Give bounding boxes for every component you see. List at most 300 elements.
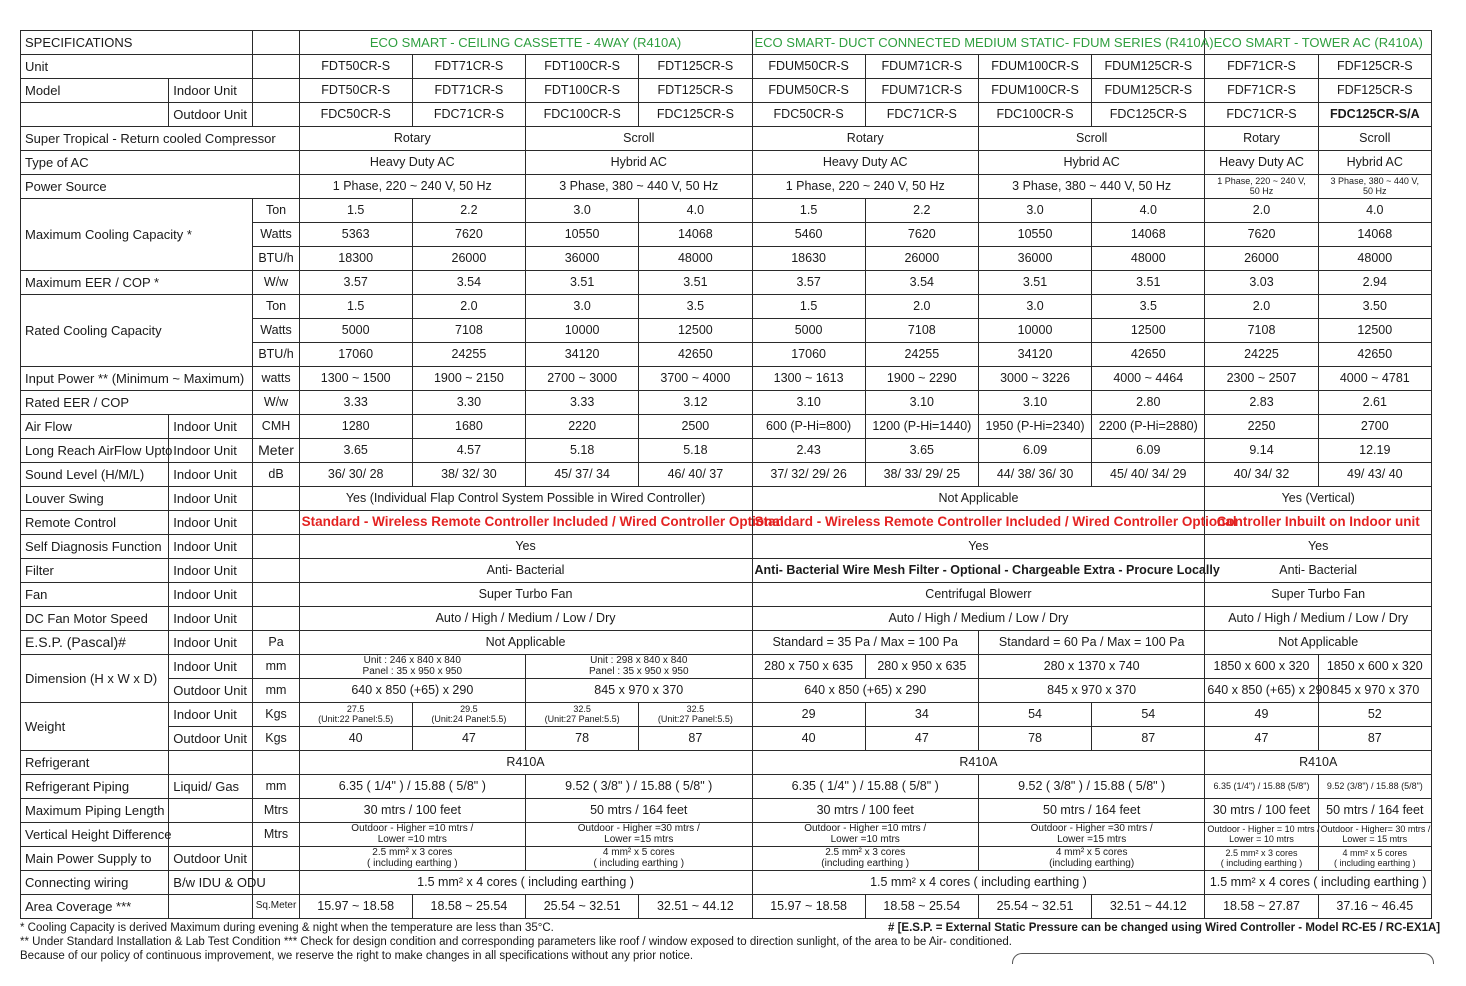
cell-rows-sound-6: 44/ 38/ 36/ 30 xyxy=(978,463,1091,487)
cell-labels-filter: Filter xyxy=(21,559,169,583)
cell-units-mtrs: Mtrs xyxy=(253,799,299,823)
cut-decoration xyxy=(1012,953,1434,964)
cell-text-r410a: R410A xyxy=(1205,751,1432,775)
cell-text-anti-bacterial: Anti- Bacterial xyxy=(1205,559,1432,583)
row-compressor xyxy=(21,127,1432,151)
cell-rows-weight-out-2: 78 xyxy=(526,727,639,751)
row-input xyxy=(21,367,1432,391)
cell-line-2: ( including earthing ) xyxy=(593,857,685,869)
empty-cell xyxy=(253,55,299,79)
cell-labels-ref-piping: Refrigerant Piping xyxy=(21,775,169,799)
cell-text-hybrid: Hybrid AC xyxy=(1318,151,1431,175)
cell-labels-refrigerant: Refrigerant xyxy=(21,751,169,775)
cell-rows-long-reach-4: 2.43 xyxy=(752,439,865,463)
cell-text-rotary: Rotary xyxy=(299,127,525,151)
cell-text-pipe-a: 6.35 ( 1/4" ) / 15.88 ( 5/8" ) xyxy=(752,775,978,799)
cell-rows-rated-btu-4: 17060 xyxy=(752,343,865,367)
cell-rows-rated-eer-2: 3.33 xyxy=(526,391,639,415)
row-fan xyxy=(21,583,1432,607)
row-dim-indoor xyxy=(21,655,1432,679)
cell-rows-max-ton-6: 3.0 xyxy=(978,199,1091,223)
cell-text-dim-out-a: 640 x 850 (+65) x 290 xyxy=(299,679,525,703)
cell-rows-rated-eer-0: 3.33 xyxy=(299,391,412,415)
cell-rows-rated-ton-5: 2.0 xyxy=(865,295,978,319)
cell-rows-max-eer-6: 3.51 xyxy=(978,271,1091,295)
cell-text-yes: Yes xyxy=(1205,535,1432,559)
cell-rows-sound-7: 45/ 40/ 34/ 29 xyxy=(1092,463,1205,487)
cell-text-super-turbo: Super Turbo Fan xyxy=(299,583,752,607)
cell-rows-weight-out-8: 47 xyxy=(1205,727,1318,751)
cell-text-louver-g1: Yes (Individual Flap Control System Possible in Wired Controller) xyxy=(299,487,752,511)
cell-text-dim-t: 1850 x 600 x 320 xyxy=(1205,655,1318,679)
cell-rows-area-8: 18.58 ~ 27.87 xyxy=(1205,895,1318,919)
cell-models-unit-9: FDF125CR-S xyxy=(1318,55,1431,79)
cell-text-mp-t1a xyxy=(1205,847,1318,871)
cell-units-watts: Watts xyxy=(253,223,299,247)
cell-rows-max-btu-9: 48000 xyxy=(1318,247,1431,271)
cell-text-mp-5a xyxy=(978,847,1204,871)
cell-rows-area-4: 15.97 ~ 18.58 xyxy=(752,895,865,919)
cell-models-indoor-7: FDUM125CR-S xyxy=(1092,79,1205,103)
cell-text-centrifugal: Centrifugal Blowerr xyxy=(752,583,1205,607)
cell-models-unit-7: FDUM125CR-S xyxy=(1092,55,1205,79)
cell-labels-model: Model xyxy=(21,79,169,103)
cell-text-not-applicable: Not Applicable xyxy=(299,631,752,655)
cell-line-2: Lower = 15 mtrs xyxy=(1342,833,1408,844)
cell-models-unit-8: FDF71CR-S xyxy=(1205,55,1318,79)
cell-line-1: 32.5 xyxy=(573,704,591,715)
cell-rows-input-power-7: 4000 ~ 4464 xyxy=(1092,367,1205,391)
cell-text-esp-a: Standard = 35 Pa / Max = 100 Pa xyxy=(752,631,978,655)
cell-rows-weight-out-7: 87 xyxy=(1092,727,1205,751)
cell-text-hybrid: Hybrid AC xyxy=(526,151,752,175)
cell-text-ps-1ph: 1 Phase, 220 ~ 240 V, 50 Hz xyxy=(752,175,978,199)
cell-rows-sound-0: 36/ 30/ 28 xyxy=(299,463,412,487)
cell-line-1: 27.5 xyxy=(346,704,365,715)
cell-text-louver-g3: Yes (Vertical) xyxy=(1205,487,1432,511)
cell-rows-weight-out-4: 40 xyxy=(752,727,865,751)
cell-text-remote-g2: Standard - Wireless Remote Controller Included / Wired Controller Optional xyxy=(752,511,1205,535)
cell-labels-indoor-unit: Indoor Unit xyxy=(169,607,253,631)
cell-text-rotary: Rotary xyxy=(1205,127,1318,151)
cell-text-pipe-t1: 6.35 (1/4") / 15.88 (5/8") xyxy=(1205,775,1318,799)
cell-headers-specifications: SPECIFICATIONS xyxy=(21,31,253,55)
cell-labels-louver: Louver Swing xyxy=(21,487,169,511)
cell-text-vh-10a xyxy=(299,823,525,847)
cell-line-2: Lower =10 mtrs xyxy=(830,833,900,845)
cell-rows-airflow-2: 2220 xyxy=(526,415,639,439)
cell-rows-sound-2: 45/ 37/ 34 xyxy=(526,463,639,487)
cell-rows-weight-in-rest-3: 54 xyxy=(1092,703,1205,727)
cell-rows-max-eer-7: 3.51 xyxy=(1092,271,1205,295)
cell-models-indoor-6: FDUM100CR-S xyxy=(978,79,1091,103)
cell-labels-indoor-unit: Indoor Unit xyxy=(169,487,253,511)
cell-labels-indoor-unit: Indoor Unit xyxy=(169,439,253,463)
cell-text-wiring: 1.5 mm² x 4 cores ( including earthing ) xyxy=(299,871,752,895)
cell-rows-max-watts-0: 5363 xyxy=(299,223,412,247)
cell-models-outdoor-9: FDC125CR-S/A xyxy=(1318,103,1431,127)
cell-rows-long-reach-0: 3.65 xyxy=(299,439,412,463)
cell-rows-airflow-8: 2250 xyxy=(1205,415,1318,439)
row-dc-fan xyxy=(21,607,1432,631)
cell-rows-max-ton-2: 3.0 xyxy=(526,199,639,223)
cell-labels-rated-cooling: Rated Cooling Capacity xyxy=(21,295,253,367)
cell-labels-bw-idu: B/w IDU & ODU xyxy=(169,871,253,895)
row-ref-piping xyxy=(21,775,1432,799)
cell-labels-power-source: Power Source xyxy=(21,175,300,199)
cell-units-btuh: BTU/h xyxy=(253,343,299,367)
cell-line-1: Outdoor - Higher =10 mtrs / xyxy=(804,823,927,834)
row-refrigerant xyxy=(21,751,1432,775)
cell-units-mm: mm xyxy=(253,775,299,799)
cell-labels-sound: Sound Level (H/M/L) xyxy=(21,463,169,487)
cell-rows-weight-out-5: 47 xyxy=(865,727,978,751)
cell-labels-outdoor-unit: Outdoor Unit xyxy=(169,847,253,871)
cell-rows-max-watts-9: 14068 xyxy=(1318,223,1431,247)
row-weight-outdoor xyxy=(21,727,1432,751)
cell-line-2: ( including earthing ) xyxy=(366,857,458,869)
cell-rows-max-ton-7: 4.0 xyxy=(1092,199,1205,223)
cell-labels-indoor-unit: Indoor Unit xyxy=(169,655,253,679)
cell-rows-area-5: 18.58 ~ 25.54 xyxy=(865,895,978,919)
cell-models-outdoor-5: FDC71CR-S xyxy=(865,103,978,127)
empty-cell xyxy=(253,79,299,103)
cell-units-ton: Ton xyxy=(253,295,299,319)
row-max-piping xyxy=(21,799,1432,823)
cell-line-1: 2.5 mm² x 3 cores xyxy=(825,847,906,858)
empty-cell xyxy=(253,607,299,631)
cell-labels-vert-height: Vertical Height Difference xyxy=(21,823,169,847)
cell-rows-rated-watts-2: 10000 xyxy=(526,319,639,343)
cell-units-kgs: Kgs xyxy=(253,703,299,727)
row-max-eer xyxy=(21,271,1432,295)
cell-rows-max-ton-9: 4.0 xyxy=(1318,199,1431,223)
cell-line-1: 4 mm² x 5 cores xyxy=(602,847,675,858)
row-rated-ton xyxy=(21,295,1432,319)
cell-text-heavy-duty: Heavy Duty AC xyxy=(752,151,978,175)
cell-text-pipe-a: 6.35 ( 1/4" ) / 15.88 ( 5/8" ) xyxy=(299,775,525,799)
cell-line-2: 50 Hz xyxy=(1249,185,1274,196)
cell-text-len-50: 50 mtrs / 164 feet xyxy=(1318,799,1431,823)
cell-rows-area-7: 32.51 ~ 44.12 xyxy=(1092,895,1205,919)
row-main-power xyxy=(21,847,1432,871)
cell-text-scroll: Scroll xyxy=(526,127,752,151)
cell-rows-weight-out-0: 40 xyxy=(299,727,412,751)
row-long-reach xyxy=(21,439,1432,463)
cell-units-mm: mm xyxy=(253,679,299,703)
cell-text-filter-g2: Anti- Bacterial Wire Mesh Filter - Optional - Chargeable Extra - Procure Locally xyxy=(752,559,1205,583)
cell-units-mm: mm xyxy=(253,655,299,679)
cell-rows-area-1: 18.58 ~ 25.54 xyxy=(412,895,525,919)
cell-rows-rated-ton-8: 2.0 xyxy=(1205,295,1318,319)
cell-line-2: Panel : 35 x 950 x 950 xyxy=(362,665,463,677)
cell-line-2: Panel : 35 x 950 x 950 xyxy=(588,665,689,677)
cell-rows-weight-out-3: 87 xyxy=(639,727,752,751)
cell-text-dim-out-b: 845 x 970 x 370 xyxy=(1318,679,1431,703)
cell-rows-long-reach-3: 5.18 xyxy=(639,439,752,463)
cell-rows-rated-ton-1: 2.0 xyxy=(412,295,525,319)
cell-rows-sound-3: 46/ 40/ 37 xyxy=(639,463,752,487)
cell-text-yes: Yes xyxy=(752,535,1205,559)
cell-line-1: Outdoor - Higher =30 mtrs / xyxy=(577,823,700,834)
cell-models-outdoor-4: FDC50CR-S xyxy=(752,103,865,127)
row-louver xyxy=(21,487,1432,511)
cell-rows-rated-ton-9: 3.50 xyxy=(1318,295,1431,319)
cell-models-indoor-1: FDT71CR-S xyxy=(412,79,525,103)
cell-line-2: Lower =10 mtrs xyxy=(377,833,447,845)
cell-rows-rated-watts-0: 5000 xyxy=(299,319,412,343)
cell-units-meter: Meter xyxy=(253,439,299,463)
cell-rows-max-btu-2: 36000 xyxy=(526,247,639,271)
cell-models-unit-3: FDT125CR-S xyxy=(639,55,752,79)
cell-rows-rated-watts-3: 12500 xyxy=(639,319,752,343)
cell-models-unit-4: FDUM50CR-S xyxy=(752,55,865,79)
cell-text-dim-d1: 280 x 750 x 635 xyxy=(752,655,865,679)
cell-units-sqmeter: Sq.Meter xyxy=(253,895,299,919)
cell-rows-rated-eer-1: 3.30 xyxy=(412,391,525,415)
cell-rows-max-eer-3: 3.51 xyxy=(639,271,752,295)
cell-rows-weight-out-6: 78 xyxy=(978,727,1091,751)
cell-text-vh-10a xyxy=(752,823,978,847)
cell-rows-sound-8: 40/ 34/ 32 xyxy=(1205,463,1318,487)
cell-models-unit-2: FDT100CR-S xyxy=(526,55,639,79)
cell-text-len-50: 50 mtrs / 164 feet xyxy=(978,799,1204,823)
cell-rows-input-power-1: 1900 ~ 2150 xyxy=(412,367,525,391)
cell-text-dim-out-a: 640 x 850 (+65) x 290 xyxy=(1205,679,1318,703)
cell-text-mp-3a xyxy=(752,847,978,871)
cell-units-ww: W/w xyxy=(253,271,299,295)
cell-text-wiring: 1.5 mm² x 4 cores ( including earthing ) xyxy=(1205,871,1432,895)
cell-rows-weight-in-top-3 xyxy=(639,703,752,727)
cell-rows-rated-btu-1: 24255 xyxy=(412,343,525,367)
footnote-esp: # [E.S.P. = External Static Pressure can be changed using Wired Controller - Model RC-E5 / RC-EX1A] xyxy=(888,922,1441,934)
cell-line-2: 50 Hz xyxy=(1363,185,1387,196)
cell-labels-input-power: Input Power ** (Minimum ~ Maximum) xyxy=(21,367,253,391)
cell-labels-indoor-unit: Indoor Unit xyxy=(169,631,253,655)
cell-rows-rated-ton-0: 1.5 xyxy=(299,295,412,319)
cell-rows-rated-ton-2: 3.0 xyxy=(526,295,639,319)
empty-cell xyxy=(253,103,299,127)
cell-rows-sound-1: 38/ 32/ 30 xyxy=(412,463,525,487)
cell-rows-rated-btu-2: 34120 xyxy=(526,343,639,367)
cell-labels-indoor-unit: Indoor Unit xyxy=(169,415,253,439)
cell-models-indoor-2: FDT100CR-S xyxy=(526,79,639,103)
cell-units-watts-lc: watts xyxy=(253,367,299,391)
cell-rows-weight-in-rest-1: 34 xyxy=(865,703,978,727)
cell-rows-rated-ton-7: 3.5 xyxy=(1092,295,1205,319)
cell-rows-weight-in-top-1 xyxy=(412,703,525,727)
cell-line-1: 4 mm² x 5 cores xyxy=(1342,848,1408,859)
cell-models-indoor-5: FDUM71CR-S xyxy=(865,79,978,103)
cell-labels-max-eer: Maximum EER / COP * xyxy=(21,271,253,295)
cell-models-indoor-0: FDT50CR-S xyxy=(299,79,412,103)
cell-rows-max-btu-4: 18630 xyxy=(752,247,865,271)
row-power xyxy=(21,175,1432,199)
cell-labels-remote: Remote Control xyxy=(21,511,169,535)
row-sound xyxy=(21,463,1432,487)
cell-rows-max-watts-3: 14068 xyxy=(639,223,752,247)
cell-rows-long-reach-1: 4.57 xyxy=(412,439,525,463)
cell-units-watts: Watts xyxy=(253,319,299,343)
cell-labels-conn-wiring: Connecting wiring xyxy=(21,871,169,895)
row-model-outdoor xyxy=(21,103,1432,127)
cell-text-ps-3ph: 3 Phase, 380 ~ 440 V, 50 Hz xyxy=(978,175,1204,199)
cell-models-indoor-3: FDT125CR-S xyxy=(639,79,752,103)
row-remote xyxy=(21,511,1432,535)
cell-models-outdoor-6: FDC100CR-S xyxy=(978,103,1091,127)
cell-rows-rated-watts-8: 7108 xyxy=(1205,319,1318,343)
row-wiring xyxy=(21,871,1432,895)
cell-rows-input-power-4: 1300 ~ 1613 xyxy=(752,367,865,391)
cell-units-db: dB xyxy=(253,463,299,487)
empty-cell xyxy=(21,103,169,127)
empty-cell xyxy=(169,823,253,847)
cell-rows-max-watts-6: 10550 xyxy=(978,223,1091,247)
cell-rows-rated-btu-3: 42650 xyxy=(639,343,752,367)
cell-models-unit-6: FDUM100CR-S xyxy=(978,55,1091,79)
cell-rows-rated-watts-4: 5000 xyxy=(752,319,865,343)
cell-rows-max-btu-8: 26000 xyxy=(1205,247,1318,271)
cell-text-scroll: Scroll xyxy=(1318,127,1431,151)
cell-rows-long-reach-5: 3.65 xyxy=(865,439,978,463)
cell-labels-esp: E.S.P. (Pascal)# xyxy=(21,631,169,655)
cell-line-1: Outdoor - Higher =10 mtrs / xyxy=(351,823,474,834)
row-weight-indoor xyxy=(21,703,1432,727)
cell-line-1: 1 Phase, 220 ~ 240 V, xyxy=(1217,176,1306,187)
cell-models-outdoor-3: FDC125CR-S xyxy=(639,103,752,127)
cell-rows-input-power-3: 3700 ~ 4000 xyxy=(639,367,752,391)
cell-labels-indoor-unit: Indoor Unit xyxy=(169,583,253,607)
cell-models-outdoor-1: FDC71CR-S xyxy=(412,103,525,127)
cell-rows-airflow-9: 2700 xyxy=(1318,415,1431,439)
cell-rows-long-reach-6: 6.09 xyxy=(978,439,1091,463)
cell-text-yes: Yes xyxy=(299,535,752,559)
cell-line-1: Unit : 246 x 840 x 840 xyxy=(363,655,461,666)
cell-text-dim-out-b: 845 x 970 x 370 xyxy=(526,679,752,703)
cell-units-cmh: CMH xyxy=(253,415,299,439)
row-area xyxy=(21,895,1432,919)
empty-cell xyxy=(253,583,299,607)
cell-line-1: 2.5 mm² x 3 cores xyxy=(1225,848,1298,859)
cell-labels-indoor-unit: Indoor Unit xyxy=(169,463,253,487)
cell-rows-rated-ton-3: 3.5 xyxy=(639,295,752,319)
cell-rows-airflow-3: 2500 xyxy=(639,415,752,439)
cell-rows-max-watts-5: 7620 xyxy=(865,223,978,247)
cell-rows-input-power-0: 1300 ~ 1500 xyxy=(299,367,412,391)
cell-units-kgs: Kgs xyxy=(253,727,299,751)
cell-labels-dc-fan: DC Fan Motor Speed xyxy=(21,607,169,631)
cell-line-2: (Unit:27 Panel:5.5) xyxy=(657,713,733,724)
cell-rows-max-ton-8: 2.0 xyxy=(1205,199,1318,223)
cell-headers-group2: ECO SMART- DUCT CONNECTED MEDIUM STATIC- FDUM SERIES (R410A) xyxy=(752,31,1205,55)
cell-rows-airflow-5: 1200 (P-Hi=1440) xyxy=(865,415,978,439)
cell-rows-max-watts-8: 7620 xyxy=(1205,223,1318,247)
cell-text-dim-d2: 280 x 950 x 635 xyxy=(865,655,978,679)
cell-rows-max-ton-0: 1.5 xyxy=(299,199,412,223)
cell-labels-rated-eer: Rated EER / COP xyxy=(21,391,253,415)
cell-text-len-50: 50 mtrs / 164 feet xyxy=(526,799,752,823)
cell-text-wiring: 1.5 mm² x 4 cores ( including earthing ) xyxy=(752,871,1205,895)
cell-labels-compressor: Super Tropical - Return cooled Compressor xyxy=(21,127,300,151)
cell-rows-sound-4: 37/ 32/ 29/ 26 xyxy=(752,463,865,487)
empty-cell xyxy=(253,511,299,535)
cell-units-ton: Ton xyxy=(253,199,299,223)
row-type xyxy=(21,151,1432,175)
cell-line-2: Lower =15 mtrs xyxy=(604,833,674,845)
cell-text-mp-3a xyxy=(299,847,525,871)
cell-text-len-30: 30 mtrs / 100 feet xyxy=(752,799,978,823)
cell-headers-group3: ECO SMART - TOWER AC (R410A) xyxy=(1205,31,1432,55)
cell-labels-airflow: Air Flow xyxy=(21,415,169,439)
cell-rows-rated-btu-5: 24255 xyxy=(865,343,978,367)
cell-rows-sound-9: 49/ 43/ 40 xyxy=(1318,463,1431,487)
cell-text-heavy-duty: Heavy Duty AC xyxy=(299,151,525,175)
cell-text-fan-speed: Auto / High / Medium / Low / Dry xyxy=(299,607,752,631)
footnote-installation: ** Under Standard Installation & Lab Test Condition *** Check for design condition and corresponding parameters like roof / window exposed to direction sunlight, of the area to be Air- conditioned. xyxy=(20,936,1012,948)
cell-text-dim-cas-a1 xyxy=(299,655,525,679)
cell-rows-max-eer-1: 3.54 xyxy=(412,271,525,295)
cell-models-outdoor-2: FDC100CR-S xyxy=(526,103,639,127)
cell-rows-max-eer-4: 3.57 xyxy=(752,271,865,295)
cell-line-2: ( including earthing ) xyxy=(1334,857,1416,868)
cell-text-ps-1ph: 1 Phase, 220 ~ 240 V, 50 Hz xyxy=(299,175,525,199)
cell-line-1: 32.5 xyxy=(686,704,705,715)
cell-units-pa: Pa xyxy=(253,631,299,655)
cell-text-louver-g2: Not Applicable xyxy=(752,487,1205,511)
cell-rows-max-btu-6: 36000 xyxy=(978,247,1091,271)
cell-models-unit-5: FDUM71CR-S xyxy=(865,55,978,79)
cell-line-2: Lower =15 mtrs xyxy=(1057,833,1127,845)
cell-labels-main-power: Main Power Supply to xyxy=(21,847,169,871)
cell-models-indoor-4: FDUM50CR-S xyxy=(752,79,865,103)
cell-text-vh-t2a xyxy=(1318,823,1431,847)
cell-rows-rated-eer-8: 2.83 xyxy=(1205,391,1318,415)
cell-models-outdoor-0: FDC50CR-S xyxy=(299,103,412,127)
cell-rows-rated-watts-1: 7108 xyxy=(412,319,525,343)
cell-rows-max-btu-5: 26000 xyxy=(865,247,978,271)
cell-text-scroll: Scroll xyxy=(978,127,1204,151)
cell-models-outdoor-7: FDC125CR-S xyxy=(1092,103,1205,127)
cell-units-mtrs: Mtrs xyxy=(253,823,299,847)
cell-rows-weight-in-rest-5: 52 xyxy=(1318,703,1431,727)
cell-text-remote-g3: Controller Inbuilt on Indoor unit xyxy=(1205,511,1432,535)
cell-rows-weight-in-top-2 xyxy=(526,703,639,727)
cell-text-heavy-duty: Heavy Duty AC xyxy=(1205,151,1318,175)
cell-rows-max-watts-4: 5460 xyxy=(752,223,865,247)
cell-rows-long-reach-9: 12.19 xyxy=(1318,439,1431,463)
cell-rows-rated-eer-3: 3.12 xyxy=(639,391,752,415)
cell-text-anti-bacterial: Anti- Bacterial xyxy=(299,559,752,583)
cell-rows-airflow-1: 1680 xyxy=(412,415,525,439)
row-self-diag xyxy=(21,535,1432,559)
cell-text-remote-g1: Standard - Wireless Remote Controller Included / Wired Controller Optional xyxy=(299,511,752,535)
cell-models-indoor-8: FDF71CR-S xyxy=(1205,79,1318,103)
cell-text-vh-30a xyxy=(526,823,752,847)
cell-line-2: (including earthing ) xyxy=(821,857,910,869)
empty-cell xyxy=(253,847,299,871)
cell-rows-rated-watts-7: 12500 xyxy=(1092,319,1205,343)
cell-rows-input-power-9: 4000 ~ 4781 xyxy=(1318,367,1431,391)
cell-rows-input-power-8: 2300 ~ 2507 xyxy=(1205,367,1318,391)
cell-text-pipe-b2: 9.52 ( 3/8" ) / 15.88 ( 5/8" ) xyxy=(978,775,1204,799)
cell-rows-rated-ton-6: 3.0 xyxy=(978,295,1091,319)
cell-text-len-30: 30 mtrs / 100 feet xyxy=(299,799,525,823)
cell-line-1: 2.5 mm² x 3 cores xyxy=(372,847,453,858)
cell-line-1: 4 mm² x 5 cores xyxy=(1055,847,1128,858)
cell-models-unit-1: FDT71CR-S xyxy=(412,55,525,79)
cell-rows-rated-btu-7: 42650 xyxy=(1092,343,1205,367)
cell-labels-area: Area Coverage *** xyxy=(21,895,169,919)
